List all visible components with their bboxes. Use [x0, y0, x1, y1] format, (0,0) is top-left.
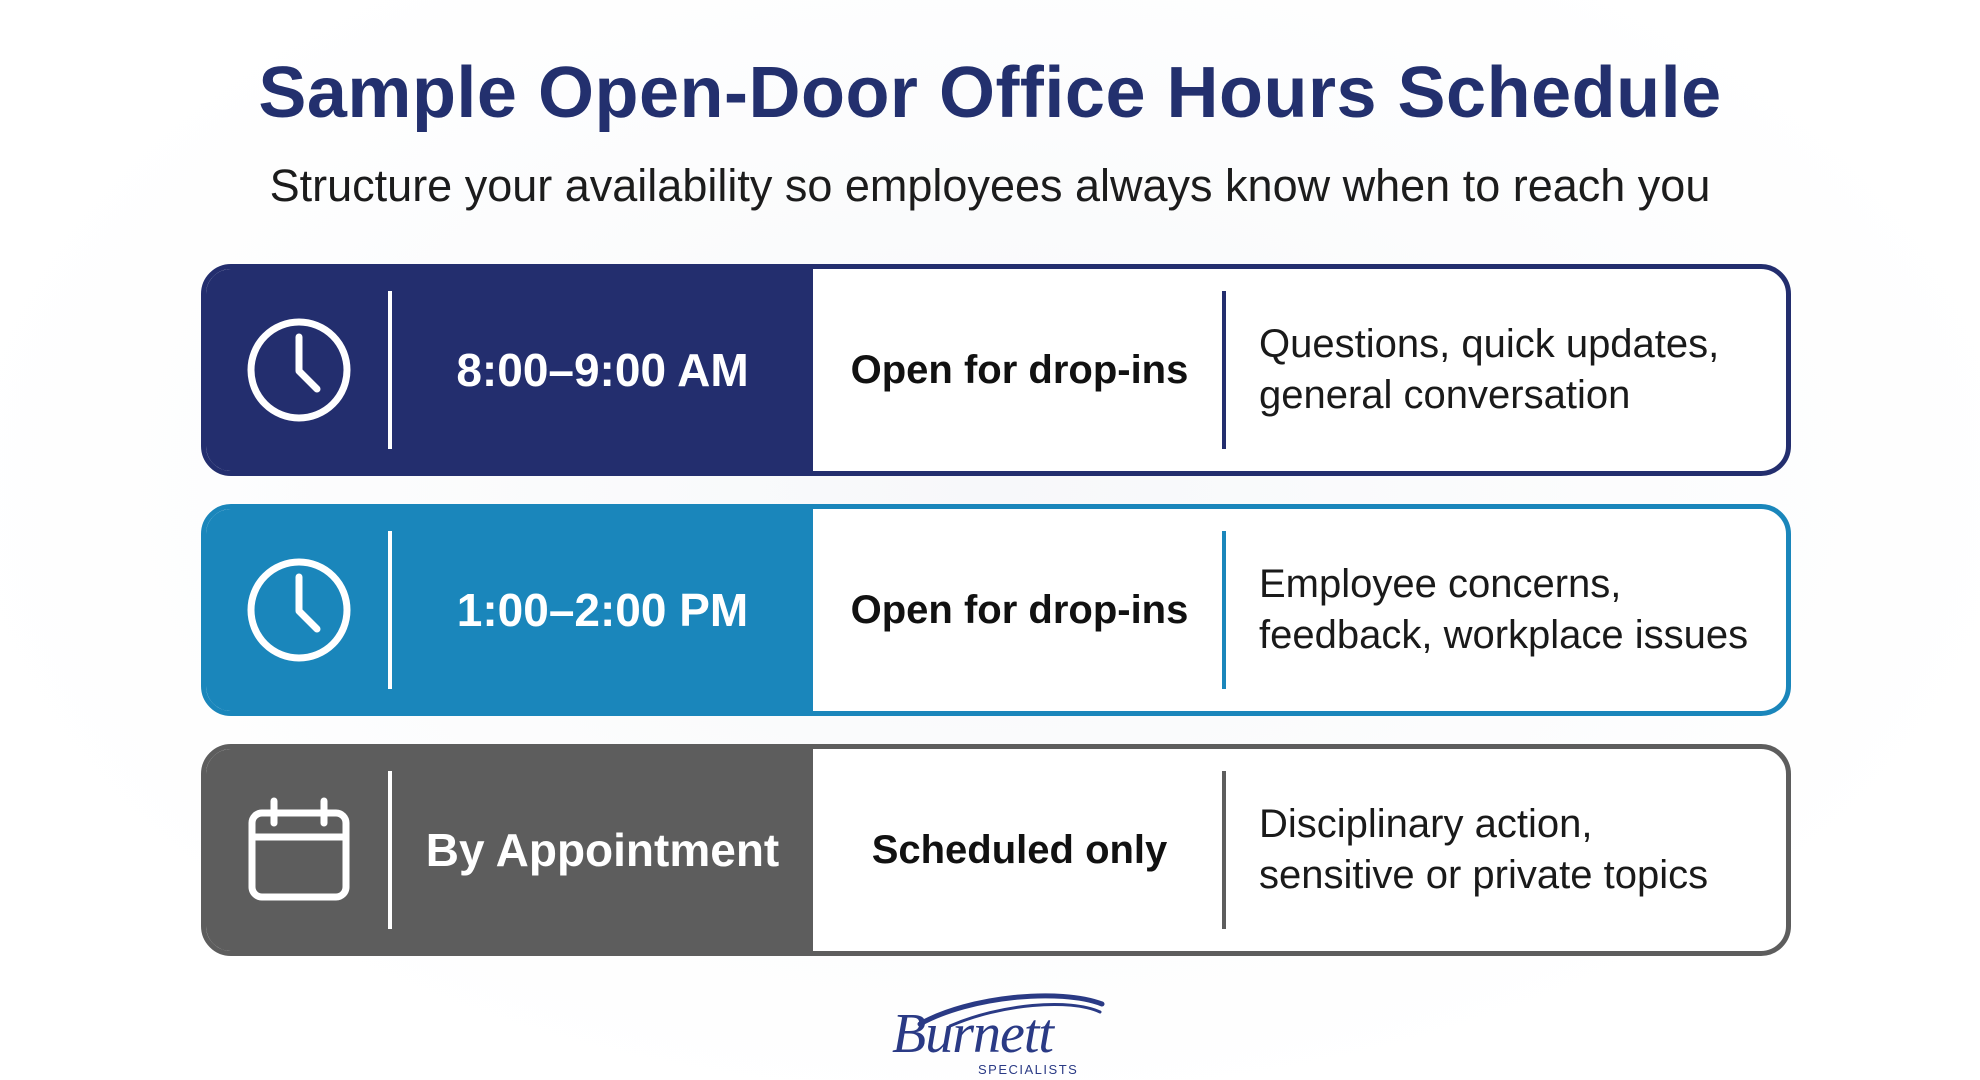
divider [1222, 771, 1226, 929]
calendar-icon [244, 795, 354, 905]
description-line: Questions, quick updates, [1259, 322, 1720, 366]
status-label: Open for drop-ins [850, 347, 1189, 392]
description [1259, 509, 1766, 711]
burnett-logo [880, 990, 1120, 1080]
clock-icon [244, 555, 354, 665]
page-subtitle: Structure your availability so employees always know when to reach you [269, 160, 1711, 211]
description-line: Employee concerns, [1259, 562, 1622, 606]
schedule-row-appointment [201, 744, 1791, 956]
time-label: 8:00–9:00 AM [456, 344, 749, 396]
logo-wordmark: Burnett [892, 1003, 1053, 1065]
status-label: Open for drop-ins [850, 587, 1189, 632]
description-line: feedback, workplace issues [1259, 613, 1749, 657]
description-line: sensitive or private topics [1259, 853, 1709, 897]
description [1259, 269, 1766, 471]
description [1259, 749, 1766, 951]
divider [1222, 531, 1226, 689]
time-label: By Appointment [425, 824, 780, 876]
time-block [206, 269, 813, 471]
description-line: Disciplinary action, [1259, 802, 1593, 846]
time-block [206, 749, 813, 951]
status-label: Scheduled only [871, 827, 1168, 872]
description-line: general conversation [1259, 373, 1631, 417]
logo-tagline: SPECIALISTS [978, 1062, 1079, 1077]
divider [1222, 291, 1226, 449]
time-block [206, 509, 813, 711]
schedule-row-morning [201, 264, 1791, 476]
clock-icon [244, 315, 354, 425]
page-title: Sample Open-Door Office Hours Schedule [258, 53, 1722, 133]
schedule-row-afternoon [201, 504, 1791, 716]
time-label: 1:00–2:00 PM [456, 584, 749, 636]
